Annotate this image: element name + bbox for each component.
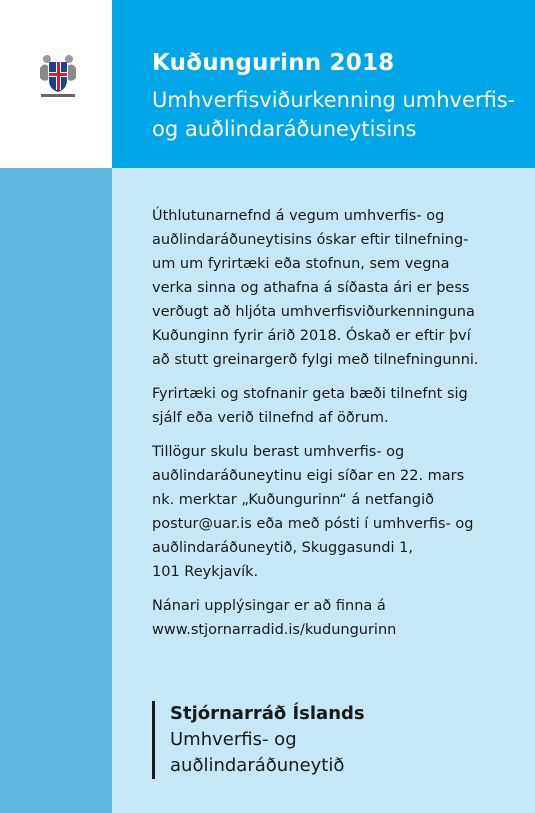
paragraph-submission: Tillögur skulu berast umhverfis- og auðlindaráðuneytinu eigi síðar en 22. mars nk. merktar „Kuðungurinn“ á netfangið postur@uar.is eða með pósti í umhverfis- og auðlindaráðuneytið, Skuggasundi 1, 101 Reykjavík. (152, 444, 474, 580)
organization-name: Stjórnarráð Íslands (170, 703, 365, 724)
crest-panel (0, 0, 112, 168)
signature-block (152, 701, 365, 779)
page-title: Kuðungurinn 2018 (152, 50, 395, 76)
page-subtitle: Umhverfisviðurkenning umhverfis- og auðlindaráðuneytisins (152, 88, 516, 141)
paragraph-self-nomination: Fyrirtæki og stofnanir geta bæði tilnefnt sig sjálf eða verið tilnefnd af öðrum. (152, 386, 468, 426)
paragraph-more-info: Nánari upplýsingar er að finna á www.stjornarradid.is/kudungurinn (152, 598, 397, 638)
body-panel (112, 168, 535, 813)
ministry-name: Umhverfis- og auðlindaráðuneytið (170, 729, 345, 776)
header-panel (112, 0, 535, 168)
coat-of-arms-icon (37, 50, 79, 102)
paragraph-nomination: Úthlutunarnefnd á vegum umhverfis- og auðlindaráðuneytisins óskar eftir tilnefning- um um fyrirtæki eða stofnun, sem vegna verka sinna og athafna á síðasta ári er þess verðugt að hljóta umhverfisviðurkenninguna Kuðunginn fyrir árið 2018. Óskað er eftir því að stutt greinargerð fylgi með tilnefningunni. (152, 208, 479, 368)
body-text (152, 204, 527, 652)
left-decorative-strip (0, 168, 112, 813)
